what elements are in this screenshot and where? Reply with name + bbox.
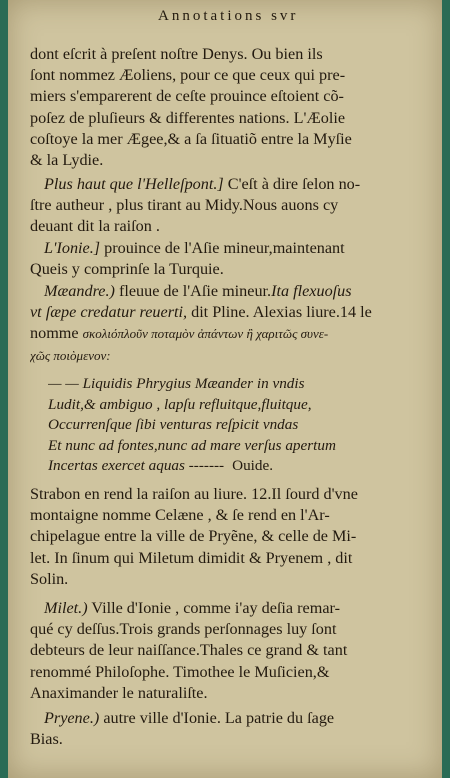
verse-line: — — Liquidis Phrygius Mæander in vndis <box>48 375 305 392</box>
verse-text: Incertas exercet aquas ------- <box>48 457 225 475</box>
note-milet <box>30 598 438 704</box>
text-line <box>30 302 438 323</box>
text-line: Bias. <box>30 730 63 749</box>
latin-quote: vt ſæpe credatur reuerti, <box>30 303 188 322</box>
text-line: ſont nommez Æoliens, pour ce que ceux qui pre- <box>30 66 346 85</box>
verse-line: Ludit,& ambiguo , lapſu refluitque,fluitque, <box>48 395 312 413</box>
verse-line <box>48 456 438 477</box>
text-line: Strabon en rend la raiſon au liure. 12.Il ſourd d'vne <box>30 485 358 503</box>
note-text: dit Pline. Alexias liure.14 le <box>187 303 372 322</box>
note-ionie <box>30 238 438 280</box>
note-text: nomme <box>30 324 83 343</box>
paragraph-strabon <box>30 484 438 590</box>
note-lemma: Milet.) <box>44 599 88 617</box>
note-maeandre <box>30 281 438 366</box>
greek-quote: χῶς ποιὸμενον: <box>30 347 111 363</box>
note-text: autre ville d'Ionie. La patrie du ſage <box>99 709 335 727</box>
note-lemma: Plus haut que l'Helleſpont.] <box>44 175 224 193</box>
text-line <box>30 345 438 366</box>
verse-line: Et nunc ad fontes,nunc ad mare verſus apertum <box>48 436 336 454</box>
note-lemma: Mæandre.) <box>44 282 115 300</box>
verse-line: Occurrenſque ſibi venturas reſpicit vndas <box>48 416 299 434</box>
note-hellespont <box>30 174 438 238</box>
text-line: poſez de pluſieurs & differentes nations. L'Æolie <box>30 108 346 127</box>
note-text: fleuue de l'Aſie mineur. <box>114 282 272 300</box>
text-line: coſtoye la mer Ægee,& a ſa ſituatiõ entre la Myſie <box>30 129 352 148</box>
note-pryene <box>30 708 438 750</box>
text-line <box>30 708 438 729</box>
text-line: dont eſcrit à preſent noſtre Denys. Ou bien ils <box>30 45 323 63</box>
text-line <box>30 598 438 619</box>
text-line <box>30 323 438 344</box>
text-line: deuant dit la raiſon . <box>30 217 160 236</box>
verse-signature: Ouide. <box>232 457 274 475</box>
text-line: miers s'emparerent de ceſte prouince eſtoient cõ- <box>30 87 344 106</box>
text-line: let. In ſinum qui Miletum dimidit & Pryenem , dit <box>30 548 353 567</box>
note-text: Ville d'Ionie , comme i'ay deſia remar- <box>87 599 340 617</box>
text-line: Queis y comprinſe la Turquie. <box>30 260 224 279</box>
text-line: chipelague entre la ville de Pryẽne, & celle de Mi- <box>30 527 357 546</box>
text-line: renommé Philoſophe. Timothee le Muſicien,& <box>30 662 330 681</box>
text-line: & la Lydie. <box>30 150 104 169</box>
text-line: Solin. <box>30 569 69 588</box>
note-lemma: L'Ionie.] <box>44 239 101 257</box>
text-line <box>30 238 438 259</box>
paragraph-aeolians <box>30 44 438 171</box>
latin-quote: Ita flexuoſus <box>271 282 352 300</box>
text-line: Anaximander le naturaliſte. <box>30 683 208 702</box>
text-line <box>30 281 438 302</box>
running-header: Annotations svr <box>158 8 299 24</box>
text-line: ſtre autheur , plus tirant au Midy.Nous auons cy <box>30 196 339 215</box>
text-line: debteurs de leur naiſſance.Thales ce grand & tant <box>30 641 348 660</box>
note-text: prouince de l'Aſie mineur,maintenant <box>100 239 345 257</box>
verse-quotation <box>48 374 438 477</box>
note-text: C'eſt à dire ſelon no- <box>223 175 361 193</box>
greek-quote: σκολιόπλοῦν ποταμὸν ἀπάντων ἢ χαριτῶς συνε- <box>82 326 329 342</box>
text-line <box>30 174 438 195</box>
note-lemma: Pryene.) <box>44 709 100 727</box>
text-line: qué cy deſſus.Trois grands perſonnages luy ſont <box>30 620 337 639</box>
book-page <box>8 0 442 778</box>
text-line: montaigne nomme Celæne , & ſe rend en l'Ar- <box>30 506 330 525</box>
